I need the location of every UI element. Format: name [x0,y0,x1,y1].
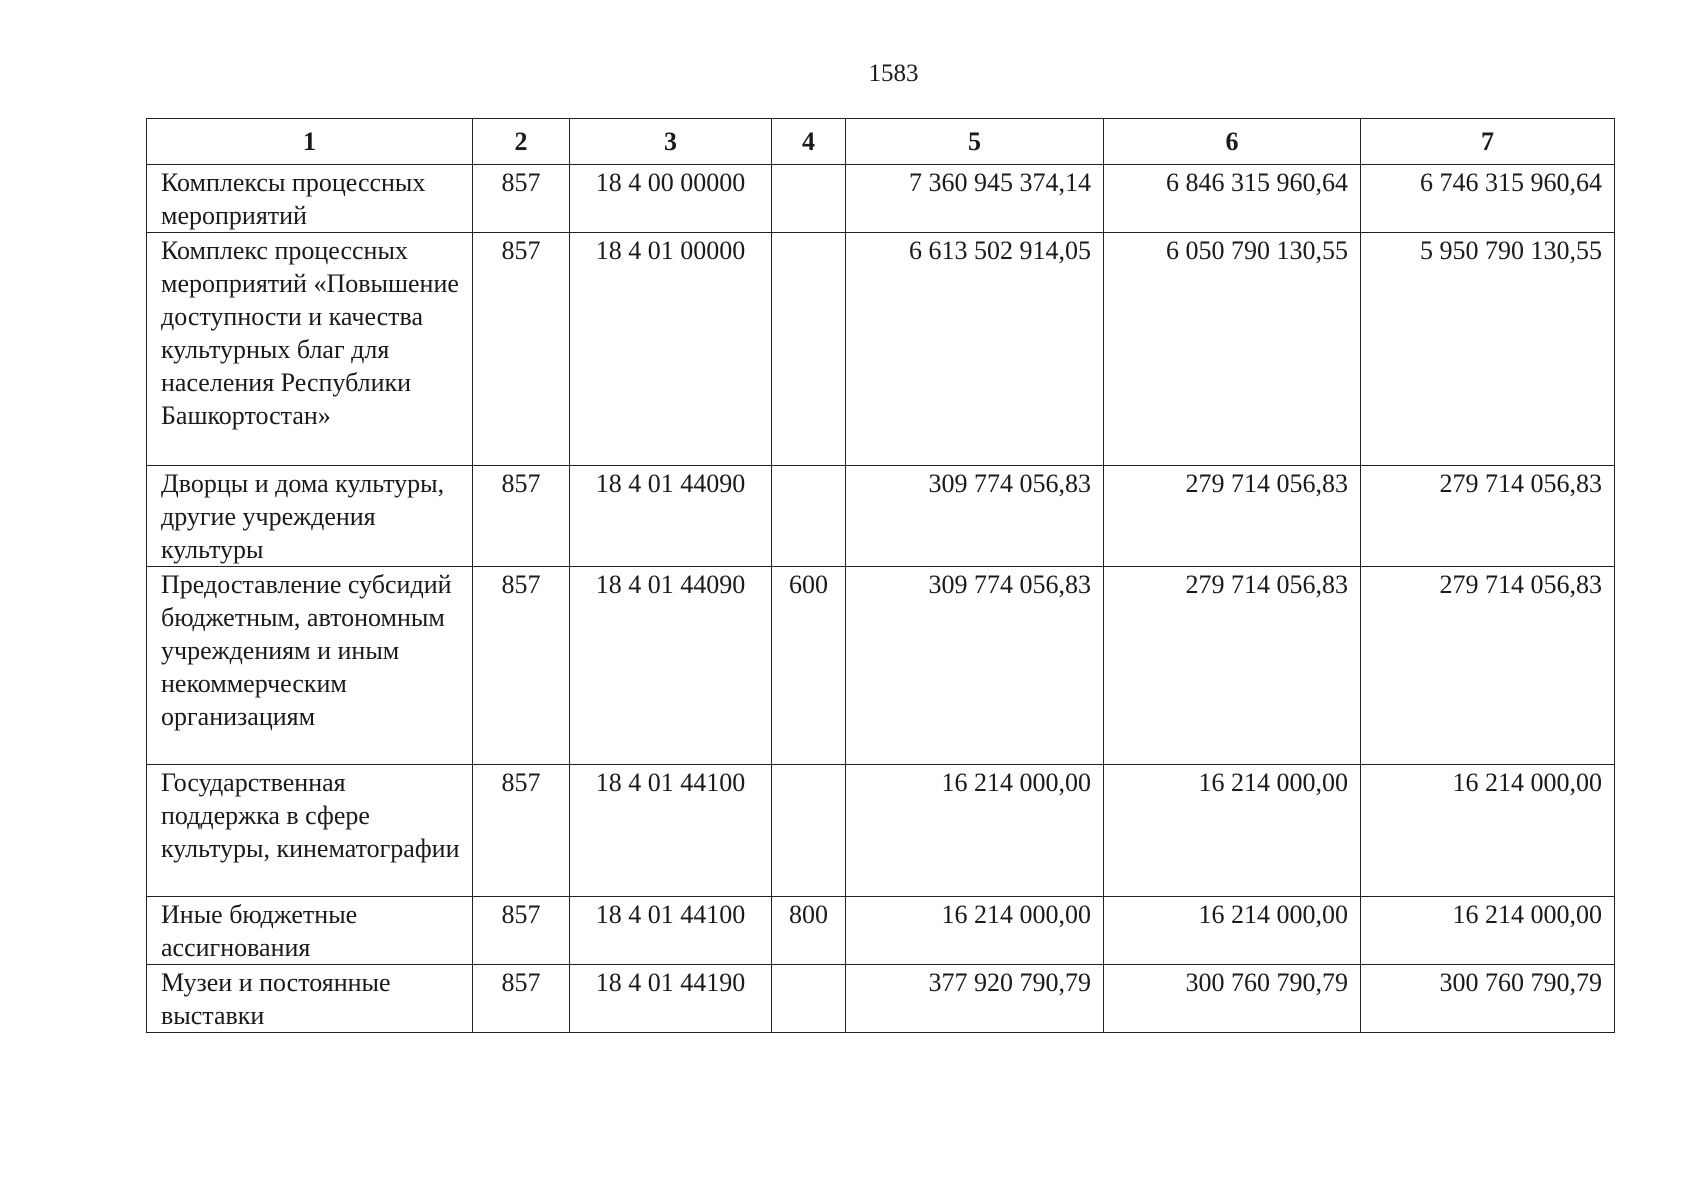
row-col4 [772,165,846,233]
header-col-4: 4 [772,119,846,165]
row-name: Государственная поддержка в сфере культуры, кинематографии [147,765,473,897]
row-col5: 16 214 000,00 [846,897,1104,965]
budget-table [146,118,1615,1033]
row-col5: 7 360 945 374,14 [846,165,1104,233]
header-col-5: 5 [846,119,1104,165]
row-name: Дворцы и дома культуры, другие учреждения культуры [147,466,473,567]
row-col4: 800 [772,897,846,965]
row-col5: 377 920 790,79 [846,965,1104,1033]
row-col4 [772,466,846,567]
row-col2: 857 [473,965,570,1033]
header-row [147,119,1615,165]
table-row [147,165,1615,233]
row-name: Музеи и постоянные выставки [147,965,473,1033]
header-col-3: 3 [570,119,772,165]
table-row [147,466,1615,567]
row-col3: 18 4 00 00000 [570,165,772,233]
table-row [147,233,1615,466]
row-col3: 18 4 01 00000 [570,233,772,466]
row-col5: 6 613 502 914,05 [846,233,1104,466]
row-col7: 279 714 056,83 [1361,567,1615,765]
row-col7: 300 760 790,79 [1361,965,1615,1033]
row-col3: 18 4 01 44090 [570,567,772,765]
page-number: 1583 [868,60,919,87]
table-row [147,897,1615,965]
row-col6: 279 714 056,83 [1104,466,1361,567]
table-row [147,765,1615,897]
row-col7: 6 746 315 960,64 [1361,165,1615,233]
row-col5: 16 214 000,00 [846,765,1104,897]
row-col6: 16 214 000,00 [1104,897,1361,965]
row-col6: 300 760 790,79 [1104,965,1361,1033]
row-col2: 857 [473,567,570,765]
table-row [147,567,1615,765]
header-col-2: 2 [473,119,570,165]
row-col7: 16 214 000,00 [1361,765,1615,897]
row-col2: 857 [473,897,570,965]
row-col2: 857 [473,233,570,466]
row-name: Предоставление субсидий бюджетным, автономным учреждениям и иным некоммерческим организациям [147,567,473,765]
row-col7: 16 214 000,00 [1361,897,1615,965]
row-col7: 279 714 056,83 [1361,466,1615,567]
row-col3: 18 4 01 44090 [570,466,772,567]
header-col-7: 7 [1361,119,1615,165]
row-name: Комплекс процессных мероприятий «Повышение доступности и качества культурных благ для населения Республики Башкортостан» [147,233,473,466]
row-col5: 309 774 056,83 [846,567,1104,765]
row-name: Комплексы процессных мероприятий [147,165,473,233]
row-col6: 16 214 000,00 [1104,765,1361,897]
row-col4 [772,233,846,466]
row-col3: 18 4 01 44190 [570,965,772,1033]
row-col4: 600 [772,567,846,765]
row-col6: 279 714 056,83 [1104,567,1361,765]
row-col6: 6 846 315 960,64 [1104,165,1361,233]
row-col2: 857 [473,165,570,233]
header-col-1: 1 [147,119,473,165]
row-col5: 309 774 056,83 [846,466,1104,567]
row-col4 [772,765,846,897]
row-col4 [772,965,846,1033]
row-name: Иные бюджетные ассигнования [147,897,473,965]
row-col2: 857 [473,466,570,567]
row-col2: 857 [473,765,570,897]
row-col6: 6 050 790 130,55 [1104,233,1361,466]
row-col7: 5 950 790 130,55 [1361,233,1615,466]
table-row [147,965,1615,1033]
header-col-6: 6 [1104,119,1361,165]
row-col3: 18 4 01 44100 [570,765,772,897]
row-col3: 18 4 01 44100 [570,897,772,965]
